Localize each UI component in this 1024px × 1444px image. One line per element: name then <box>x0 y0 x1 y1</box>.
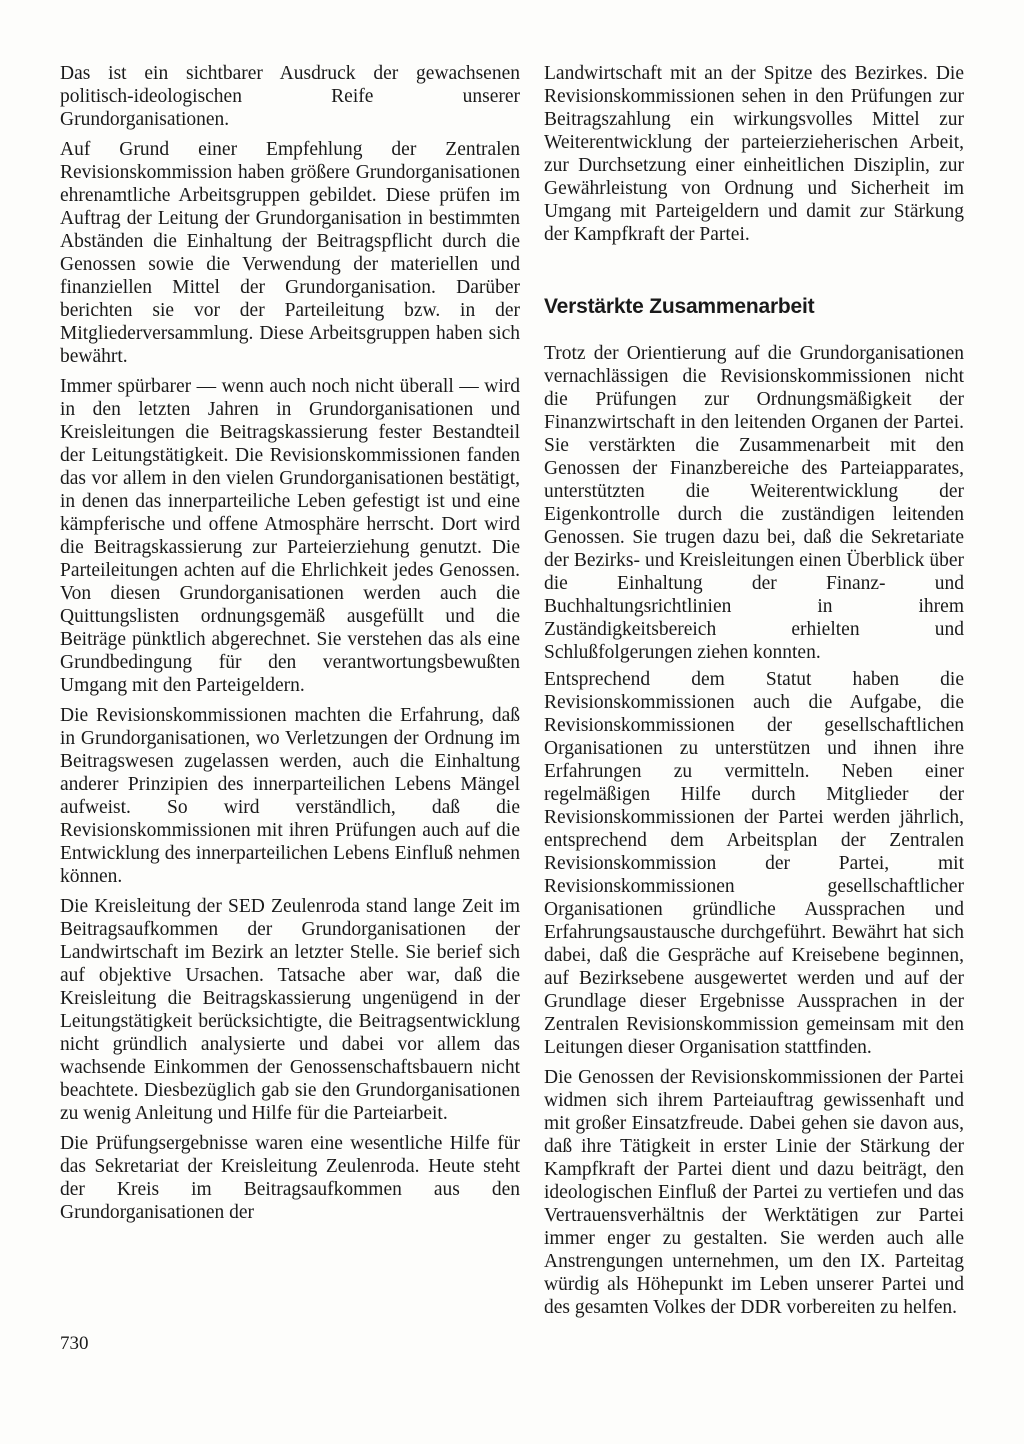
right-column <box>544 62 964 1326</box>
paragraph: Die Kreisleitung der SED Zeulenroda stand lange Zeit im Beitragsaufkommen der Grundorganisationen der Landwirtschaft im Bezirk an letzter Stelle. Sie berief sich auf objektive Ursachen. Tatsache aber war, daß die Kreisleitung die Beitragskassierung ungenügend in der Leitungstätigkeit berücksichtigte, die Beitragsentwicklung nicht gründlich analysierte und dabei vor allem das wachsende Einkommen der Genossenschaftsbauern nicht beachtete. Diesbezüglich gab sie den Grundorganisationen zu wenig Anleitung und Hilfe für die Parteiarbeit. <box>60 896 520 1124</box>
paragraph: Die Prüfungsergebnisse waren eine wesentliche Hilfe für das Sekretariat der Kreisleitung Zeulenroda. Heute steht der Kreis im Beitragsaufkommen aus den Grundorganisationen der <box>60 1133 520 1223</box>
paragraph: Trotz der Orientierung auf die Grundorganisationen vernachlässigen die Revisionskommissionen nicht die Prüfungen zur Ordnungsmäßigkeit der Finanzwirtschaft in den leitenden Organen der Partei. Sie verstärkten die Zusammenarbeit mit den Genossen der Finanzbereiche des Parteiapparates, unterstützten die Weiterentwicklung der Eigenkontrolle durch die zuständigen leitenden Genossen. Sie trugen dazu bei, daß die Sekretariate der Bezirks- und Kreisleitungen einen Überblick über die Einhaltung der Finanz- und Buchhaltungsrichtlinien in ihrem Zuständigkeitsbereich erhielten und Schlußfolgerungen ziehen konnten. <box>544 343 964 663</box>
paragraph: Auf Grund einer Empfehlung der Zentralen Revisionskommission haben größere Grundorganisationen ehrenamtliche Arbeitsgruppen gebildet. Diese prüfen im Auftrag der Leitung der Grundorganisation in bestimmten Abständen die Einhaltung der Beitragspflicht durch die Genossen sowie die Verwendung der materiellen und finanziellen Mittel der Grundorganisation. Darüber berichten sie vor der Parteileitung bzw. in der Mitgliederversammlung. Diese Arbeitsgruppen haben sich bewährt. <box>60 139 520 367</box>
paragraph: Das ist ein sichtbarer Ausdruck der gewachsenen politisch-ideologischen Reife unserer Grundorganisationen. <box>60 63 520 130</box>
paragraph: Die Revisionskommissionen machten die Erfahrung, daß in Grundorganisationen, wo Verletzungen der Ordnung im Beitragswesen zugelassen werden, auch die Einhaltung anderer Prinzipien des innerparteilichen Lebens Mängel aufweist. So wird verständlich, daß die Revisionskommissionen mit ihren Prüfungen auch auf die Entwicklung des innerparteilichen Lebens Einfluß nehmen können. <box>60 705 520 887</box>
page-number: 730 <box>60 1333 89 1354</box>
paragraph: Entsprechend dem Statut haben die Revisionskommissionen auch die Aufgabe, die Revisionskommissionen der gesellschaftlichen Organisationen zu unterstützen und ihnen ihre Erfahrungen zu vermitteln. Neben einer regelmäßigen Hilfe durch Mitglieder der Revisionskommissionen der Partei werden jährlich, entsprechend dem Arbeitsplan der Zentralen Revisionskommission der Partei, mit Revisionskommissionen gesellschaftlicher Organisationen gründliche Aussprachen und Erfahrungsaustausche durchgeführt. Bewährt hat sich dabei, daß die Gespräche auf Kreisebene beginnen, auf Bezirksebene ausgewertet werden und auf der Grundlage dieser Ergebnisse Aussprachen in der Zentralen Revisionskommission gemeinsam mit den Leitungen dieser Organisation stattfinden. <box>544 669 964 1058</box>
paragraph-continuation: Landwirtschaft mit an der Spitze des Bezirkes. Die Revisionskommissionen sehen in den Prüfungen zur Beitragszahlung ein wirkungsvolles Mittel zur Weiterentwicklung der parteierzieherischen Arbeit, zur Durchsetzung einer einheitlichen Disziplin, zur Gewährleistung von Ordnung und Sicherheit im Umgang mit Parteigeldern und damit zur Stärkung der Kampfkraft der Partei. <box>544 63 964 245</box>
section-heading: Verstärkte Zusammenarbeit <box>544 295 815 318</box>
paragraph: Immer spürbarer — wenn auch noch nicht überall — wird in den letzten Jahren in Grundorganisationen und Kreisleitungen die Beitragskassierung fester Bestandteil der Leitungstätigkeit. Die Revisionskommissionen fanden das vor allem in den vielen Grundorganisationen bestätigt, in denen das innerparteiliche Leben gefestigt ist und eine kämpferische und offene Atmosphäre herrscht. Dort wird die Beitragskassierung zur Parteierziehung genutzt. Die Parteileitungen achten auf die Ehrlichkeit jedes Genossen. Von diesen Grundorganisationen werden auch die Quittungslisten ordnungsgemäß ausgefüllt und die Beiträge pünktlich abgerechnet. Sie verstehen das als eine Grundbedingung für den verantwortungsbewußten Umgang mit den Parteigeldern. <box>60 376 520 696</box>
left-column <box>60 62 520 1231</box>
paragraph: Die Genossen der Revisionskommissionen der Partei widmen sich ihrem Parteiauftrag gewissenhaft und mit großer Einsatzfreude. Dabei gehen sie davon aus, daß ihre Tätigkeit in erster Linie der Stärkung der Kampfkraft der Partei dient und dazu beiträgt, den ideologischen Einfluß der Partei zu vertiefen und das Vertrauensverhältnis der Werktätigen zur Partei immer enger zu gestalten. Sie werden auch alle Anstrengungen unternehmen, um den IX. Parteitag würdig als Höhepunkt im Leben unserer Partei und des gesamten Volkes der DDR vorbereiten zu helfen. <box>544 1067 964 1318</box>
